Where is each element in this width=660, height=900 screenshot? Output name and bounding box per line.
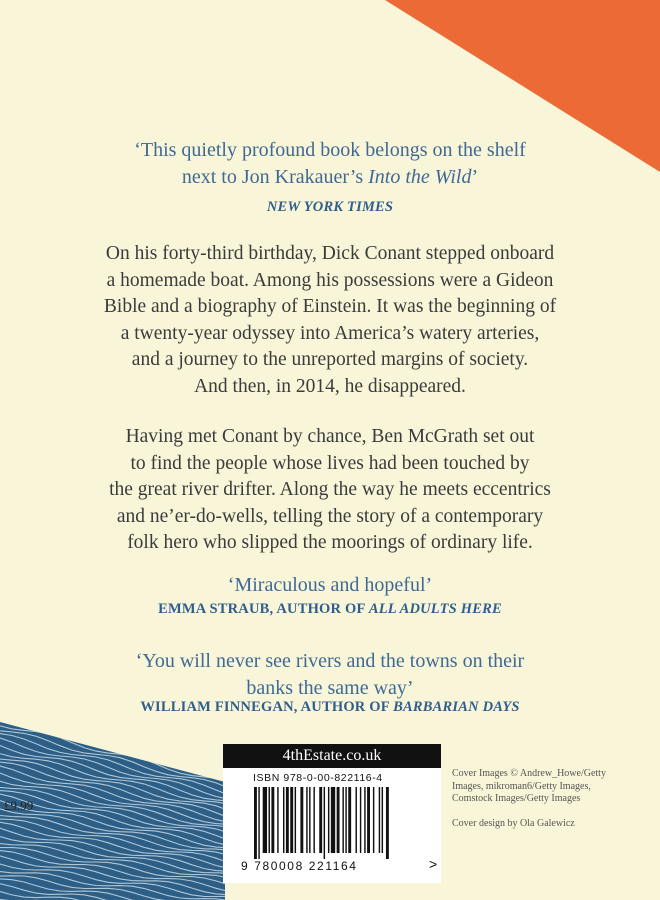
quote-line: ‘Miraculous and hopeful’ [227,574,433,596]
barcode-bar [356,787,357,853]
barcode-bar [386,787,389,859]
quote-line-text: next to Jon Krakauer’s [181,166,369,188]
barcode-bar [290,787,293,853]
barcode-bar [263,787,267,853]
attribution-author: WILLIAM FINNEGAN, AUTHOR OF [140,699,394,715]
blurb-line: a homemade boat. Among his possessions were a Gideon [106,269,554,291]
barcode-digits: 9 780008 221164 [241,859,358,873]
barcode-bar [269,787,270,853]
barcode-bar [373,787,374,853]
barcode-bar [328,787,329,853]
quote-line: ‘You will never see rivers and the towns on their [135,650,525,672]
barcode-bar [337,787,340,853]
attribution-author: EMMA STRAUB, AUTHOR OF [158,601,369,617]
review-quote-finnegan [40,648,620,702]
blurb-line: Bible and a biography of Einstein. It was the beginning of [103,296,557,317]
blurb-line: and a journey to the unreported margins of society. [131,349,529,370]
quote-book-title: Into the Wild [368,166,472,188]
cover-design-credit: Cover design by Ola Galewicz [452,818,575,829]
quote-line: ‘This quietly profound book belongs on the shelf [134,139,526,161]
blurb-line: On his forty-third birthday, Dick Conant stepped onboard [105,243,555,264]
barcode-bar [367,787,370,853]
barcode-bar [331,787,335,853]
blurb-paragraph-1 [50,241,610,400]
blurb-line: and ne’er-do-wells, telling the story of a contemporary [116,505,544,527]
barcode-bar [342,787,343,853]
barcode-bar [313,787,314,853]
blurb-line: a twenty-year odyssey into America’s watery arteries, [120,322,540,344]
quote-line: banks the same way’ [246,677,414,699]
barcode-bar [306,787,307,853]
barcode-bar [283,787,284,853]
blurb-paragraph-2 [50,424,610,557]
price-label: £9.99 [4,798,34,813]
blurb-line: folk hero who slipped the moorings of ordinary life. [127,532,533,553]
barcode-bar [360,787,361,853]
credit-line: Comstock Images/Getty Images [452,793,581,804]
barcode-bar [364,787,365,853]
blurb-line: the great river drifter. Along the way he meets eccentrics [109,479,551,500]
barcode-bar [254,787,257,859]
quote-line [40,164,620,191]
barcode-bar [309,787,310,853]
publisher-website: 4thEstate.co.uk [223,744,441,768]
quote-attribution-nyt: NEW YORK TIMES [266,199,394,215]
blurb-line: And then, in 2014, he disappeared. [194,375,466,397]
attribution-book-title: ALL ADULTS HERE [368,601,502,617]
quote-attribution-straub [40,601,620,618]
river-water-texture [0,700,240,900]
barcode-bar [348,787,351,853]
barcode-end-chevron-icon: > [429,856,438,872]
isbn-label: ISBN 978-0-00-822116-4 [253,772,383,784]
barcode-bar [286,787,289,853]
barcode-bar [319,787,322,853]
blurb-line: to find the people whose lives had been touched by [130,452,530,474]
review-quote-nyt [40,137,620,191]
blurb-line: Having met Conant by chance, Ben McGrath set out [125,426,535,447]
barcode-bar [382,787,383,853]
barcode-bar [379,787,380,853]
barcode-icon [252,787,438,859]
barcode-panel [223,744,441,883]
quote-attribution-finnegan [40,699,620,716]
barcode-bar [345,787,346,853]
quote-close-mark: ’ [471,166,479,188]
barcode-bar [258,787,259,859]
barcode-bar [295,787,296,853]
barcode-bar [324,787,325,859]
attribution-book-title: BARBARIAN DAYS [393,699,520,715]
review-quote-straub [40,572,620,599]
cover-image-credits [452,768,652,806]
credit-line: Cover Images © Andrew_Howe/Getty [452,768,606,779]
credit-line: Images, mikroman6/Getty Images, [452,780,591,792]
barcode-bar [300,787,303,853]
barcode-bar [277,787,278,853]
barcode-bar [271,787,274,853]
